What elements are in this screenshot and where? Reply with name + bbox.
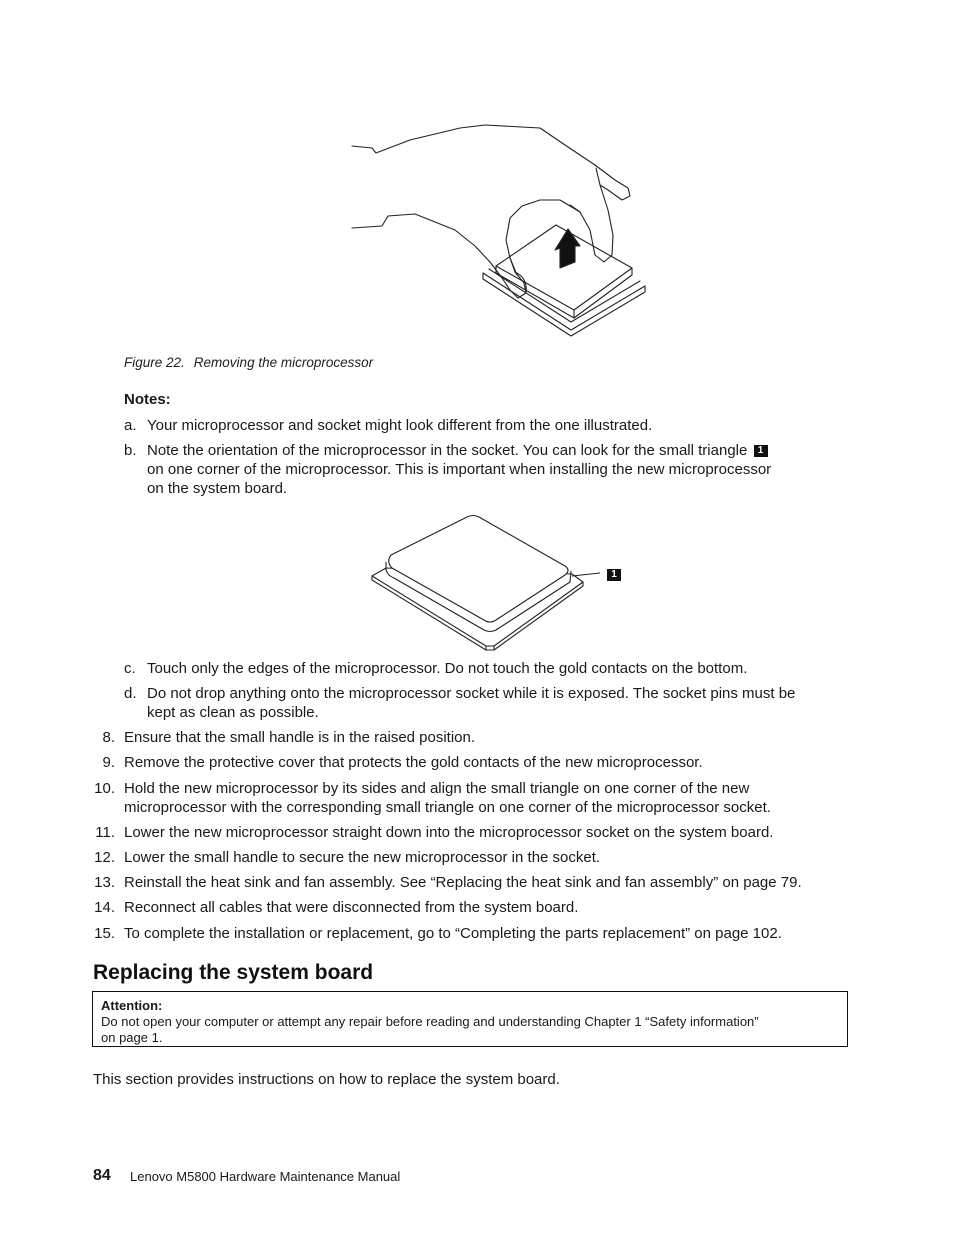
note-marker: a. [124, 417, 137, 434]
note-text-line1: Do not drop anything onto the microprocessor socket while it is exposed. The socket pins must be [147, 685, 796, 702]
note-text-line2: on one corner of the microprocessor. This is important when installing the new microprocessor [147, 461, 772, 478]
section-title: Replacing the system board [93, 961, 374, 984]
step-marker: 8. [102, 729, 115, 746]
figure-callout-1 [605, 566, 621, 584]
notes-heading: Notes: [124, 391, 171, 408]
step-item-15 [94, 924, 782, 943]
step-item-9 [102, 753, 703, 772]
step-marker: 13. [94, 874, 115, 891]
note-marker: b. [124, 442, 137, 459]
section-intro: This section provides instructions on how to replace the system board. [93, 1071, 560, 1088]
step-text: To complete the installation or replacement, go to “Completing the parts replacement” on page 102. [124, 925, 782, 942]
figure-title: Removing the microprocessor [193, 355, 374, 370]
step-marker: 14. [94, 899, 115, 916]
note-item-d [124, 684, 847, 722]
note-text-line3: on the system board. [147, 480, 288, 497]
figure-caption [124, 355, 373, 370]
note-item-c [124, 659, 748, 678]
note-text: Note the orientation of the microprocessor in the socket. You can look for the small triangle [147, 442, 748, 459]
step-text: Reconnect all cables that were disconnected from the system board. [124, 899, 579, 916]
step-text: Lower the small handle to secure the new microprocessor in the socket. [124, 849, 601, 866]
note-text: Touch only the edges of the microprocessor. Do not touch the gold contacts on the bottom. [147, 660, 748, 677]
note-marker: c. [124, 660, 136, 677]
step-text: Reinstall the heat sink and fan assembly. See “Replacing the heat sink and fan assembly” on page 79. [124, 874, 802, 891]
note-item-b [124, 441, 827, 498]
callout-badge: 1 [754, 445, 768, 457]
note-text: Your microprocessor and socket might look different from the one illustrated. [147, 417, 653, 434]
step-marker: 15. [94, 925, 115, 942]
step-item-13 [94, 873, 802, 892]
note-marker: d. [124, 685, 137, 702]
manual-title: Lenovo M5800 Hardware Maintenance Manual [130, 1169, 401, 1184]
step-marker: 10. [94, 780, 115, 797]
note-item-a [124, 416, 653, 435]
step-item-10 [94, 779, 844, 817]
step-item-12 [94, 848, 601, 867]
note-text-line2: kept as clean as possible. [147, 704, 319, 721]
attention-text-line2: on page 1. [101, 1030, 163, 1045]
step-marker: 12. [94, 849, 115, 866]
step-marker: 11. [95, 824, 115, 841]
attention-box [92, 991, 848, 1047]
step-text: Lower the new microprocessor straight down into the microprocessor socket on the system board. [124, 824, 774, 841]
page-number: 84 [93, 1167, 111, 1184]
step-text: Remove the protective cover that protects the gold contacts of the new microprocessor. [124, 754, 703, 771]
figure-label: Figure 22. [124, 355, 185, 370]
step-text: Ensure that the small handle is in the raised position. [124, 729, 476, 746]
step-marker: 9. [102, 754, 115, 771]
step-item-11 [95, 823, 774, 842]
attention-label: Attention: [101, 998, 163, 1013]
step-text-line1: Hold the new microprocessor by its sides and align the small triangle on one corner of the new [124, 780, 750, 797]
step-text-line2: microprocessor with the corresponding small triangle on one corner of the microprocessor socket. [124, 799, 771, 816]
step-item-8 [102, 728, 476, 747]
callout-badge: 1 [607, 569, 621, 581]
figure-removing-microprocessor [345, 118, 665, 338]
figure-microprocessor-orientation [360, 508, 630, 656]
step-item-14 [94, 898, 579, 917]
attention-text-line1: Do not open your computer or attempt any repair before reading and understanding Chapter 1 “Safety information” [101, 1014, 759, 1029]
